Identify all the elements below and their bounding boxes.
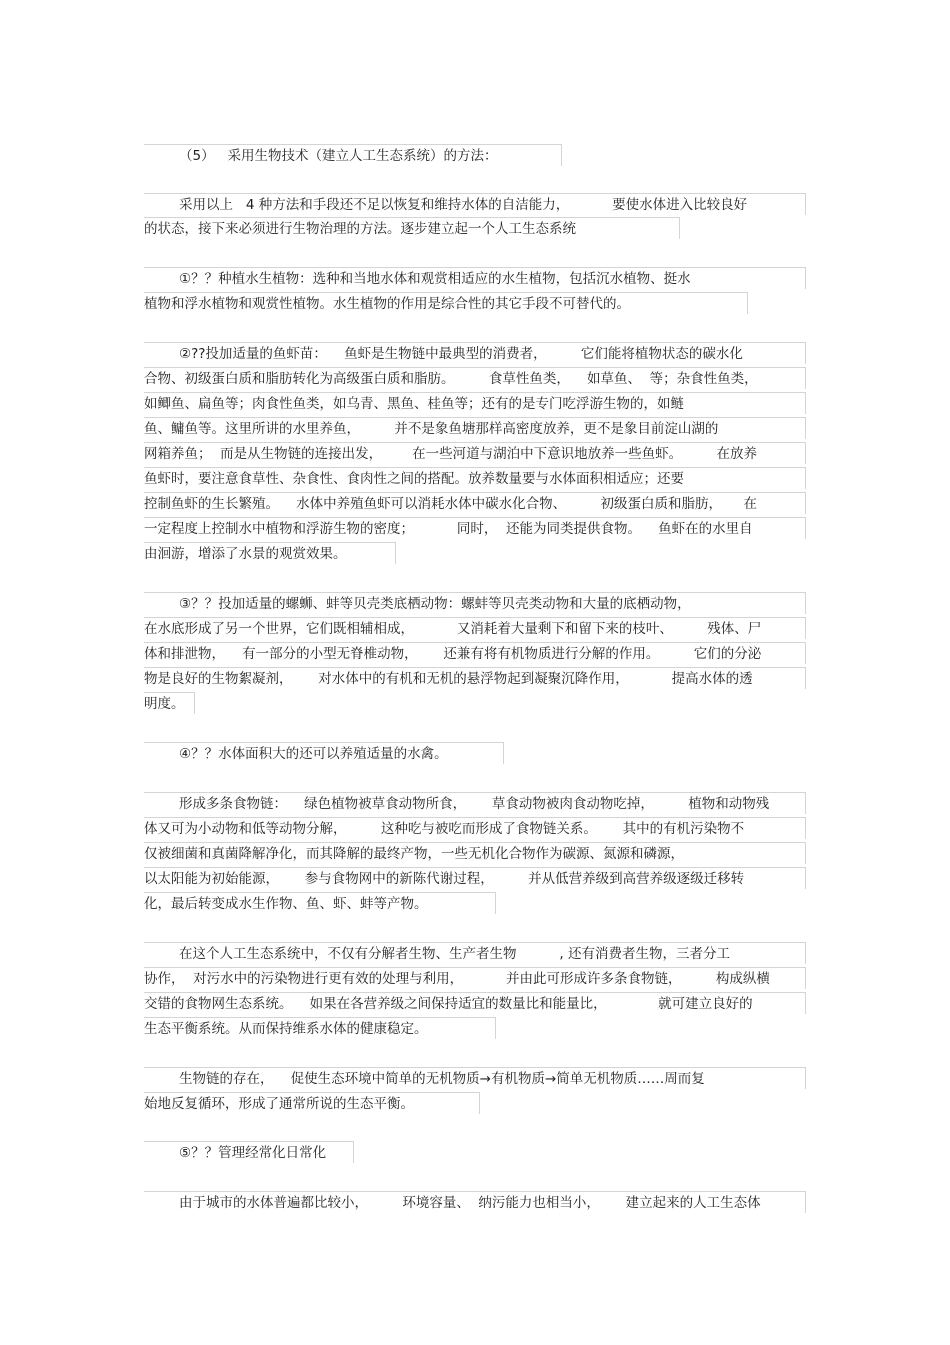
text-line: 在这个人工生态系统中，不仅有分解者生物、生产者生物 , 还有消费者生物，三者分工	[144, 942, 806, 964]
text-line: 的状态，接下来必须进行生物治理的方法。逐步建立起一个人工生态系统	[144, 217, 680, 239]
text-line: 网箱养鱼； 而是从生物链的连接出发， 在一些河道与湖泊中下意识地放养一些鱼虾。 在放养	[144, 442, 806, 464]
text-line: 化，最后转变成水生作物、鱼、虾、蚌等产物。	[144, 892, 496, 914]
text-line: 始地反复循环，形成了通常所说的生态平衡。	[144, 1092, 480, 1114]
text-line: （5） 采用生物技术（建立人工生态系统）的方法：	[144, 144, 562, 166]
text-line: 采用以上 4 种方法和手段还不足以恢复和维持水体的自洁能力， 要使水体进入比较良好	[144, 193, 806, 215]
text-line: ①？？种植水生植物：选种和当地水体和观赏相适应的水生植物，包括沉水植物、挺水	[144, 267, 806, 289]
text-line: 协作， 对污水中的污染物进行更有效的处理与利用， 并由此可形成许多条食物链， 构成纵横	[144, 967, 806, 989]
text-line: 控制鱼虾的生长繁殖。 水体中养殖鱼虾可以消耗水体中碳水化合物、 初级蛋白质和脂肪， 在	[144, 492, 806, 514]
text-line: 鱼、鳙鱼等。这里所讲的水里养鱼， 并不是象鱼塘那样高密度放养，更不是象目前淀山湖的	[144, 417, 806, 439]
text-line: 鱼虾时，要注意食草性、杂食性、食肉性之间的搭配。放养数量要与水体面积相适应；还要	[144, 467, 806, 489]
text-line: 在水底形成了另一个世界，它们既相辅相成， 又消耗着大量剩下和留下来的枝叶、 残体、尸	[144, 617, 806, 639]
text-line: 以太阳能为初始能源， 参与食物网中的新陈代谢过程， 并从低营养级到高营养级逐级迁移转	[144, 867, 806, 889]
text-line: 体和排泄物， 有一部分的小型无脊椎动物， 还兼有将有机物质进行分解的作用。 它们的分泌	[144, 642, 806, 664]
text-line: 由于城市的水体普遍都比较小， 环境容量、 纳污能力也相当小， 建立起来的人工生态体	[144, 1191, 806, 1213]
text-line: 由洄游，增添了水景的观赏效果。	[144, 542, 396, 564]
text-line: 明度。	[144, 692, 195, 714]
text-line: 生态平衡系统。从而保持维系水体的健康稳定。	[144, 1017, 496, 1039]
text-line: 如鲫鱼、扁鱼等；肉食性鱼类，如乌青、黑鱼、桂鱼等；还有的是专门吃浮游生物的，如鲢	[144, 392, 806, 414]
text-line: 仅被细菌和真菌降解净化，而其降解的最终产物，一些无机化合物作为碳源、氮源和磷源，	[144, 842, 806, 864]
text-line: 交错的食物网生态系统。 如果在各营养级之间保持适宜的数量比和能量比， 就可建立良好的	[144, 992, 806, 1014]
text-line: 物是良好的生物絮凝剂， 对水体中的有机和无机的悬浮物起到凝聚沉降作用， 提高水体的透	[144, 667, 806, 689]
text-line: ③？？投加适量的螺蛳、蚌等贝壳类底栖动物：螺蚌等贝壳类动物和大量的底栖动物，	[144, 592, 806, 614]
text-line: 生物链的存在， 促使生态环境中简单的无机物质→有机物质→简单无机物质……周而复	[144, 1067, 806, 1089]
text-line: 形成多条食物链： 绿色植物被草食动物所食， 草食动物被肉食动物吃掉， 植物和动物残	[144, 792, 806, 814]
text-line: 体又可为小动物和低等动物分解， 这种吃与被吃而形成了食物链关系。 其中的有机污染物不	[144, 817, 806, 839]
text-line: 一定程度上控制水中植物和浮游生物的密度； 同时， 还能为同类提供食物。 鱼虾在的水里自	[144, 517, 806, 539]
text-line: 植物和浮水植物和观赏性植物。水生植物的作用是综合性的其它手段不可替代的。	[144, 292, 748, 314]
text-line: ④？？水体面积大的还可以养殖适量的水禽。	[144, 742, 504, 764]
text-line: ⑤？？管理经常化日常化	[144, 1141, 354, 1163]
text-line: ②??投加适量的鱼虾苗： 鱼虾是生物链中最典型的消费者， 它们能将植物状态的碳水化	[144, 342, 806, 364]
text-line: 合物、初级蛋白质和脂肪转化为高级蛋白质和脂肪。 食草性鱼类， 如草鱼、 等；杂食性鱼类，	[144, 367, 806, 389]
